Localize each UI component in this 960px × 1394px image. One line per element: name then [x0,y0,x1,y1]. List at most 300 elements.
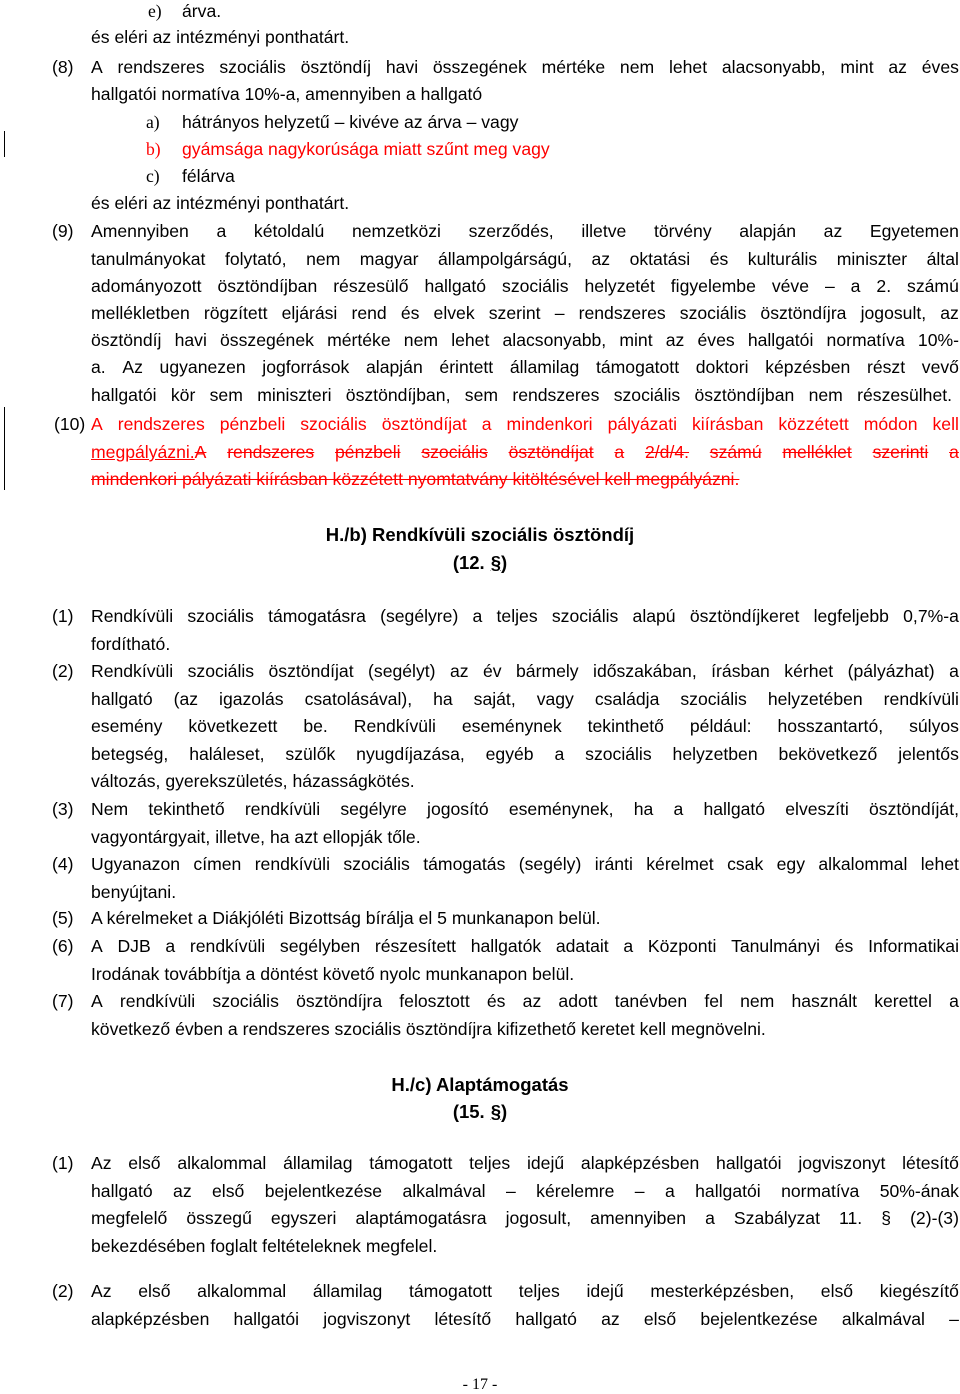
word: csatolásával), [304,688,413,709]
word: havi [385,57,419,77]
word: ösztöndíjban [694,385,795,405]
justified-line [91,355,959,380]
word: alkalommal [197,1281,287,1301]
list-letter: e) [148,1,162,21]
word: év [482,661,502,681]
word: oktatási [629,249,691,269]
word: elvek [433,303,475,323]
text-line: vagyontárgyait, illetve, ha azt ellopják tőle. [91,826,421,847]
word: 2. [876,276,892,296]
word: hallgató [515,1308,577,1329]
word: – [824,276,835,296]
word: mint [840,57,874,77]
word: az [173,1180,192,1201]
word: által [926,249,959,269]
word: első [212,1180,245,1201]
word: szociális [613,385,681,405]
word: szociális [680,688,747,709]
word: folytató, [224,249,287,269]
justified-line [91,383,952,408]
inserted-text: megpályázni. [91,442,195,462]
word: módon [863,414,918,434]
paragraph-number: (7) [52,991,74,1011]
justified-line [91,274,959,299]
text-line: benyújtani. [91,881,177,902]
word: adományozott [91,276,202,296]
word: saját, [473,688,516,709]
word: jogviszonyt [798,1153,886,1173]
word: alapján [366,357,423,377]
word: miniszteri [257,385,332,405]
word: államilag [312,1281,383,1301]
word: a [472,606,483,626]
word: államilag [283,1153,353,1173]
word: hallgatói [747,330,814,350]
word: bejelentkezése [264,1180,383,1201]
word: helyzetét [584,276,655,296]
word: ösztöndíjat [381,414,467,434]
word: Rendkívüli [91,661,174,681]
justified-line [91,687,959,712]
word: szerződés, [468,221,554,241]
word: kérelemre [536,1180,615,1201]
justified-line [91,1206,959,1231]
word: normatíva [826,330,905,350]
ref-open: (12. [452,552,485,573]
word: doktori [695,357,749,377]
word: szociális [187,606,254,626]
word: rendszeres [227,442,315,462]
word: pályázati [607,414,678,434]
justified-line [91,247,959,272]
word: használt [791,991,858,1011]
word: bejelentkezése [700,1308,818,1329]
word: hallgató [91,688,153,709]
word: 10%- [917,330,959,350]
word: Központi [647,936,717,956]
text-line: árva. [182,1,222,21]
word: magyar [359,249,419,269]
justified-line [91,1179,959,1204]
word: – [949,1308,959,1329]
word: alkalmával [841,1308,925,1329]
word: hallgatói [91,385,157,405]
word: jogosult, [860,303,927,323]
word: helyzetében [767,688,863,709]
word: kör [170,385,196,405]
word: DJB [117,936,151,956]
text-line: változás, gyerekszületés, házasságkötés. [91,771,415,792]
word: szociális [219,57,286,77]
word: rendszeres [512,385,600,405]
word: segélyben [279,936,361,956]
word: haláleset, [189,743,265,764]
paragraph-number: (4) [52,854,74,874]
word: éves [697,330,735,350]
word: teljes [469,1153,511,1173]
ref-close: ) [501,1101,508,1122]
word: adatait [555,936,609,956]
word: vevő [921,357,959,377]
text-line: és eléri az intézményi ponthatárt. [91,193,350,213]
word: érintett [439,357,494,377]
deleted-text [195,440,959,465]
word: a [623,936,634,956]
word: egyszeri [270,1208,337,1229]
word: alapján [739,221,797,241]
word: § [881,1208,892,1229]
word: segélyre [340,799,407,819]
word: hallgatói [716,1153,782,1173]
word: lehet [451,330,490,350]
text-line: félárva [182,166,235,186]
word: szerinti [872,442,929,462]
paragraph-number: (5) [52,908,74,928]
word: – [505,1180,516,1201]
word: A [91,991,103,1011]
word: az [449,661,469,681]
word: – [554,303,565,323]
word: megfelelő [91,1208,168,1229]
word: Tanulmányi [731,936,821,956]
text-line: fordítható. [91,633,171,654]
word: Az [91,1281,112,1301]
word: legfeljebb [813,606,889,626]
paragraph-number: (10) [54,414,86,434]
word: A [91,414,103,434]
justified-line [91,1279,959,1304]
word: nem [619,57,655,77]
word: hallgatói [695,1180,761,1201]
justified-line [91,714,959,739]
word: be. [303,716,328,737]
word: Az [91,1153,112,1173]
word: szociális [343,854,410,874]
word: a [554,743,565,764]
word: az [665,330,685,350]
word: a [949,661,959,681]
word: felosztott [399,991,470,1011]
word: a [705,1208,715,1229]
justified-line [91,219,959,244]
justified-line [91,604,959,629]
word: szociális [300,414,367,434]
word: 50%-ának [879,1180,959,1201]
word: következett [188,716,278,737]
word: éves [921,57,959,77]
justified-line [91,742,959,767]
word: támogatott [369,1153,453,1173]
word: és [486,991,506,1011]
word: Ugyanazon [91,854,181,874]
list-letter: b) [146,139,161,159]
justified-line [91,1151,959,1176]
word: jogforrások [262,357,350,377]
word: szülők [285,743,336,764]
justified-line [91,1307,959,1332]
word: első [128,1153,161,1173]
word: nem [808,385,843,405]
ref-close: ) [501,552,508,573]
word: lehet [668,57,708,77]
word: törvény [653,221,712,241]
word: lehet [920,854,959,874]
word: nemzetközi [351,221,441,241]
word: véve [771,276,809,296]
word: 11. [839,1208,863,1229]
word: írásban [711,661,770,681]
word: számú [907,276,959,296]
word: hosszantartó, [777,716,884,737]
word: hallgatói [233,1308,300,1329]
word: alapú [632,606,676,626]
text-line: hátrányos helyzetű – kivéve az árva – vagy [182,112,519,132]
text-line [91,440,959,465]
word: sem [464,385,499,405]
word: jogviszonyt [323,1308,411,1329]
word: részesülő [333,276,409,296]
word: 2/d/4. [644,442,690,462]
word: jogosult, [505,1208,572,1229]
word: idejű [586,1281,624,1301]
word: nem [740,991,775,1011]
word: összegének [220,330,314,350]
word: eljárási [281,303,338,323]
word: pénzbeli [219,414,286,434]
word: a [673,799,684,819]
text-line: és eléri az intézményi ponthatárt. [91,27,350,47]
word: első [820,1281,854,1301]
word: rendkívüli [883,688,959,709]
word: nem [403,330,439,350]
word: ösztöndíjban, [345,385,451,405]
word: ösztöndíj [91,330,162,350]
justified-line [91,852,959,877]
word: adott [558,991,598,1011]
word: kerettel [874,991,932,1011]
word: részesített [374,936,457,956]
word: támogatásra [268,606,366,626]
word: alacsonyabb, [502,330,607,350]
word: idejű [526,1153,565,1173]
word: normatíva [781,1180,860,1201]
word: a [165,936,176,956]
word: – [634,1180,645,1201]
word: szociális [187,661,255,681]
justified-line [91,797,959,822]
word: nyugdíjazása, [356,743,465,764]
word: tanulmányokat [91,249,206,269]
word: A [194,442,207,462]
justified-line [91,55,959,80]
word: (segély) [518,854,582,874]
word: tanévben [614,991,688,1011]
word: rendszeres [578,303,666,323]
word: időszakában, [593,661,697,681]
word: az [601,1308,620,1329]
word: és [834,936,854,956]
word: ösztöndíjkeret [689,606,800,626]
word: szociális [585,743,652,764]
word: (az [173,688,199,709]
word: alkalommal [818,854,908,874]
word: Informatikai [868,936,959,956]
word: Az [122,357,143,377]
word: csak [727,854,764,874]
word: az [522,991,542,1011]
text-line: Irodának továbbítja a döntést követő nyolc munkanapon belül. [91,963,575,984]
word: (pályázhat) [847,661,935,681]
word: iránti [594,854,633,874]
word: illetve [581,221,627,241]
text-line: A kérelmeket a Diákjóléti Bizottság bírálja el 5 munkanapon belül. [91,908,601,928]
list-letter: c) [146,166,160,186]
word: kulturális [747,249,818,269]
word: súlyos [909,716,959,737]
word: mindenkori [506,414,593,434]
text-line: gyámsága nagykorúsága miatt szűnt meg vagy [182,139,550,159]
word: amennyiben [590,1208,687,1229]
word: támogatás [423,854,506,874]
word: hallgatók [470,936,542,956]
word: létesítő [902,1153,959,1173]
word: számú [709,442,762,462]
paragraph-number: (2) [52,661,74,681]
word: ha [433,688,453,709]
word: alacsonyabb, [721,57,826,77]
word: jogosító [427,799,489,819]
section-title: H./c) Alaptámogatás [391,1074,569,1095]
word: összegének [432,57,527,77]
word: a [216,221,227,241]
text-line: mindenkori pályázati kiírásban közzétett nyomtatvány kitöltésével kell megpályázni. [91,469,740,489]
word: címen [193,854,242,874]
word: fel [704,991,723,1011]
word: a [481,414,492,434]
word: pénzbeli [335,442,401,462]
word: az [940,303,959,323]
word: nem [306,249,341,269]
word: ösztöndíjra [296,991,383,1011]
word: mesterképzésben, [650,1281,795,1301]
word: (2)-(3) [910,1208,959,1229]
section-title: H./b) Rendkívüli szociális ösztöndíj [325,524,635,545]
word: figyelembe [670,276,756,296]
word: részt [866,357,906,377]
justified-line [91,301,959,326]
word: elveszíti [785,799,849,819]
paragraph-number: (9) [52,221,74,241]
word: szociális [212,991,279,1011]
word: rend [351,303,387,323]
word: melléklet [782,442,852,462]
word: az [591,249,611,269]
word: egy [776,854,806,874]
word: tekinthető [587,716,664,737]
word: rendkívüli [244,799,321,819]
word: és [400,303,420,323]
word: a [949,442,959,462]
word: családja [594,688,660,709]
word: teljes [518,1281,560,1301]
word: bekövetkező [778,743,878,764]
word: a [850,276,861,296]
paragraph-number: (1) [52,606,74,626]
word: ösztöndíjat [268,661,354,681]
word: A [91,57,103,77]
word: mértéke [327,330,391,350]
justified-line [91,659,959,684]
word: kérhet [784,661,834,681]
word: (segélyre) [380,606,459,626]
word: teljes [496,606,538,626]
justified-line [91,934,959,959]
word: szociális [679,303,747,323]
word: ösztöndíjban [217,276,318,296]
word: Amennyiben [91,221,189,241]
word: eseménynek [461,716,562,737]
word: miniszter [836,249,908,269]
word: ösztöndíjat [508,442,594,462]
word: a. [91,357,106,377]
section-paragraph-ref [0,1099,960,1125]
word: Rendkívüli [91,606,174,626]
word: kell [932,414,959,434]
word: és [709,249,729,269]
word: ha [633,799,654,819]
word: Nem [91,799,129,819]
word: ösztöndíját, [869,799,959,819]
word: eseménynek, [508,799,614,819]
word: szociális [551,606,619,626]
word: szerint [488,303,541,323]
word: támogatott [595,357,680,377]
word: rendszeres [117,414,205,434]
word: ugyanezen [159,357,246,377]
word: alkalmával [402,1180,486,1201]
word: (segélyt) [368,661,436,681]
section-sign: § [490,552,501,573]
word: A [91,936,103,956]
paragraph-number: (2) [52,1281,74,1301]
paragraph-number: (6) [52,936,74,956]
word: támogatott [408,1281,493,1301]
text-line: bekezdésében foglalt feltételeknek megfelel. [91,1235,438,1256]
word: összegű [186,1208,252,1229]
word: államilag [509,357,580,377]
word: bármely [516,661,579,681]
text-line: hallgatói normatíva 10%-a, amennyiben a hallgató [91,84,483,104]
word: Szabályzat [733,1208,820,1229]
justified-line [91,989,959,1014]
paragraph-number: (8) [52,57,74,77]
word: rendkívüli [189,936,266,956]
section-sign: § [490,1101,501,1122]
word: sem [209,385,243,405]
word: szociális [502,276,569,296]
word: hallgató [424,276,487,296]
word: kérelmet [646,854,714,874]
word: betegség, [91,743,169,764]
word: alapképzésben [580,1153,700,1173]
word: szociális [421,442,488,462]
justified-line [91,328,959,353]
word: például: [689,716,752,737]
word: Egyetemen [869,221,959,241]
word: alkalommal [177,1153,267,1173]
word: rendkívüli [254,854,330,874]
word: alaptámogatásra [355,1208,487,1229]
